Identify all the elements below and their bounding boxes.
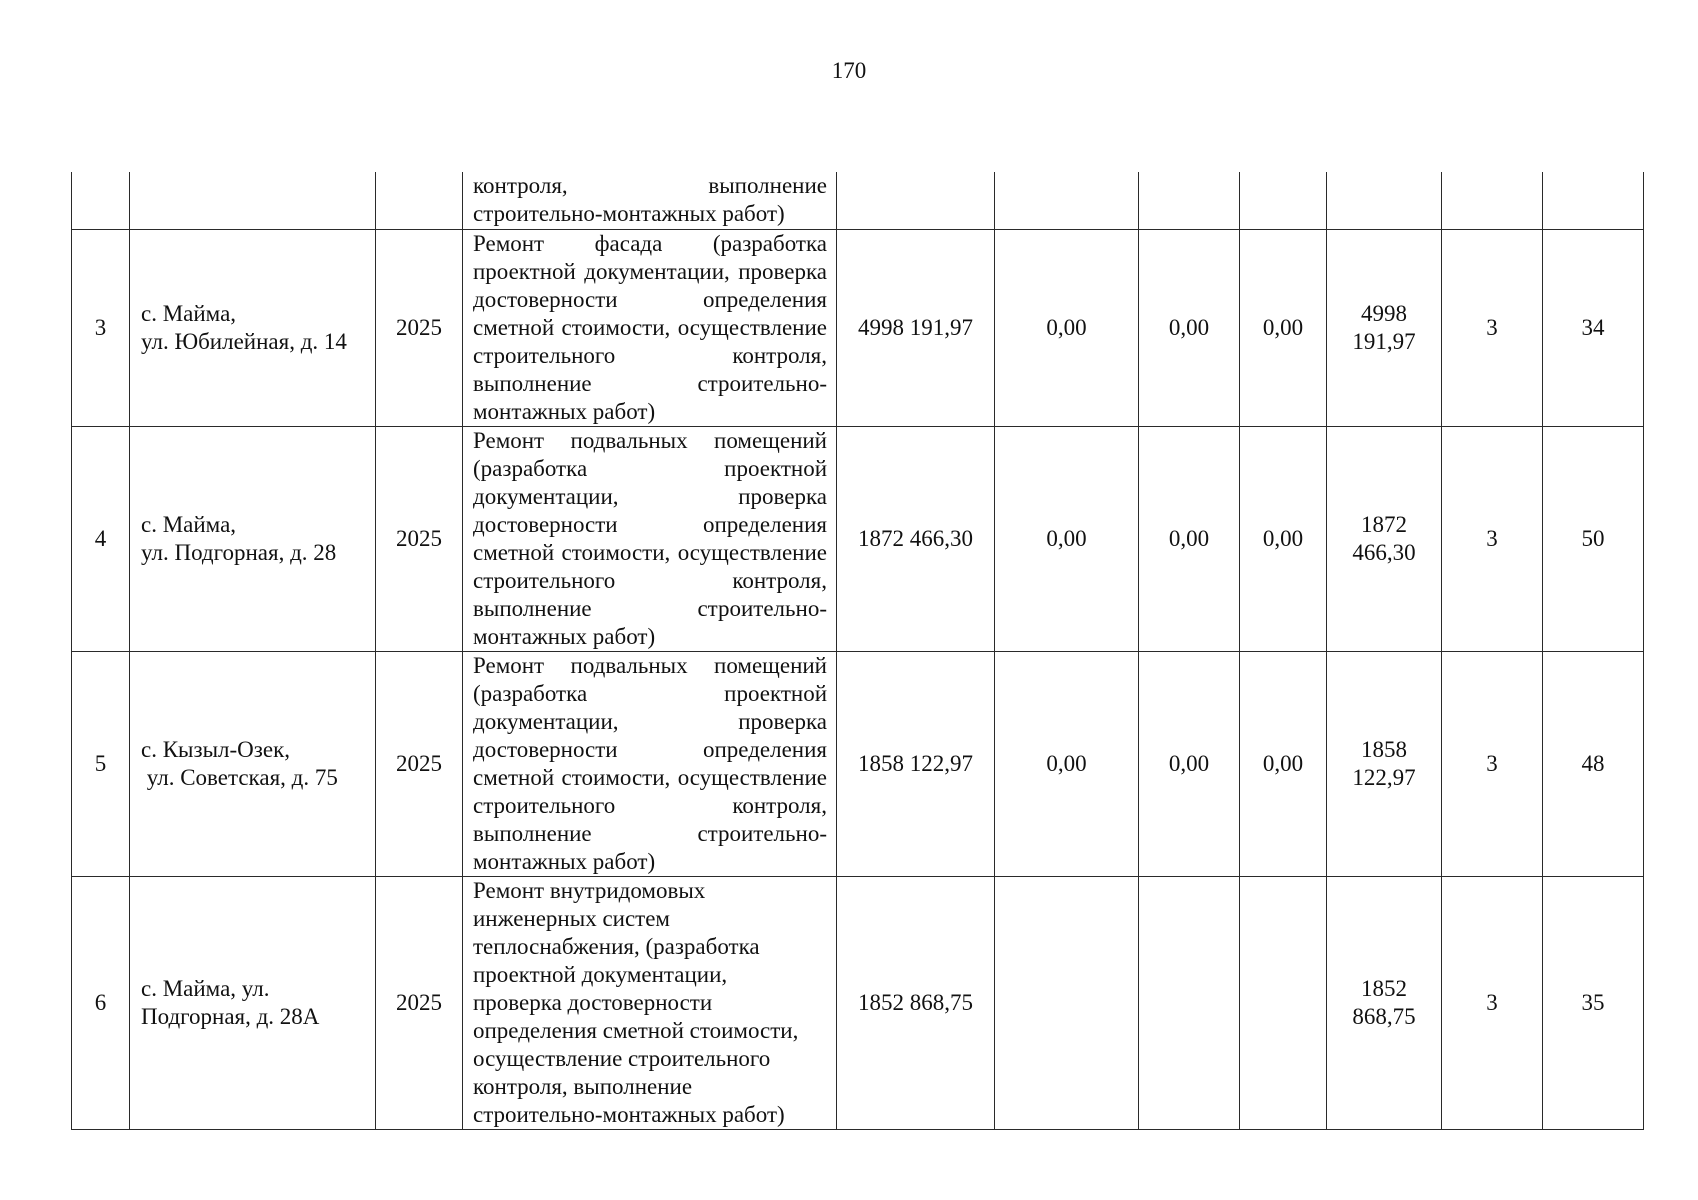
address-cell: с. Майма, ул. Юбилейная, д. 14 — [130, 230, 376, 427]
address-cell — [130, 172, 376, 230]
col8-cell: 0,00 — [1240, 230, 1327, 427]
row-number: 5 — [72, 652, 130, 877]
year-cell: 2025 — [376, 427, 463, 652]
col6-cell — [995, 172, 1139, 230]
col8-cell: 0,00 — [1240, 652, 1327, 877]
year-cell — [376, 172, 463, 230]
total-cost-cell — [837, 172, 995, 230]
row-number: 3 — [72, 230, 130, 427]
col11-cell — [1543, 172, 1644, 230]
col7-cell — [1139, 877, 1240, 1130]
description-cell: Ремонт фасада (разработка проектной документации, проверка достоверности определения сметной стоимости, осуществление строительного контроля, выполнение строительно-монтажных работ) — [463, 230, 837, 427]
address-cell: с. Майма, ул. Подгорная, д. 28 — [130, 427, 376, 652]
page-number: 170 — [831, 58, 867, 83]
col9-cell: 1872 466,30 — [1327, 427, 1442, 652]
col7-cell: 0,00 — [1139, 427, 1240, 652]
table-row-continued — [72, 172, 1644, 230]
total-cost-cell: 1852 868,75 — [837, 877, 995, 1130]
table-row — [72, 652, 1644, 877]
total-cost-cell: 1872 466,30 — [837, 427, 995, 652]
col10-cell: 3 — [1442, 427, 1543, 652]
row-number: 4 — [72, 427, 130, 652]
description-cell: Ремонт подвальных помещений (разработка проектной документации, проверка достоверности определения сметной стоимости, осуществление строительного контроля, выполнение строительно-монтажных работ) — [463, 652, 837, 877]
total-cost-cell: 4998 191,97 — [837, 230, 995, 427]
col7-cell: 0,00 — [1139, 652, 1240, 877]
repair-program-table — [71, 172, 1644, 1130]
col9-cell — [1327, 172, 1442, 230]
col11-cell: 34 — [1543, 230, 1644, 427]
year-cell: 2025 — [376, 877, 463, 1130]
col7-cell: 0,00 — [1139, 230, 1240, 427]
col8-cell: 0,00 — [1240, 427, 1327, 652]
address-cell: с. Кызыл-Озек, ул. Советская, д. 75 — [130, 652, 376, 877]
total-cost-cell: 1858 122,97 — [837, 652, 995, 877]
col10-cell: 3 — [1442, 652, 1543, 877]
description-cell: контроля, выполнение строительно-монтажных работ) — [463, 172, 837, 230]
address-cell: с. Майма, ул. Подгорная, д. 28А — [130, 877, 376, 1130]
col6-cell: 0,00 — [995, 427, 1139, 652]
description-cell: Ремонт внутридомовых инженерных систем теплоснабжения, (разработка проектной документации, проверка достоверности определения сметной стоимости, осуществление строительного контроля, выполнение строительно-монтажных работ) — [463, 877, 837, 1130]
row-number: 6 — [72, 877, 130, 1130]
col11-cell: 50 — [1543, 427, 1644, 652]
col6-cell: 0,00 — [995, 230, 1139, 427]
col6-cell: 0,00 — [995, 652, 1139, 877]
table-row — [72, 427, 1644, 652]
description-cell: Ремонт подвальных помещений (разработка проектной документации, проверка достоверности определения сметной стоимости, осуществление строительного контроля, выполнение строительно-монтажных работ) — [463, 427, 837, 652]
col8-cell — [1240, 877, 1327, 1130]
col10-cell — [1442, 172, 1543, 230]
col10-cell: 3 — [1442, 230, 1543, 427]
col9-cell: 1858 122,97 — [1327, 652, 1442, 877]
year-cell: 2025 — [376, 230, 463, 427]
col10-cell: 3 — [1442, 877, 1543, 1130]
col11-cell: 35 — [1543, 877, 1644, 1130]
col7-cell — [1139, 172, 1240, 230]
col9-cell: 1852 868,75 — [1327, 877, 1442, 1130]
num-cell — [72, 172, 130, 230]
year-cell: 2025 — [376, 652, 463, 877]
col8-cell — [1240, 172, 1327, 230]
table-row — [72, 230, 1644, 427]
col11-cell: 48 — [1543, 652, 1644, 877]
col9-cell: 4998 191,97 — [1327, 230, 1442, 427]
table-row — [72, 877, 1644, 1130]
col6-cell — [995, 877, 1139, 1130]
